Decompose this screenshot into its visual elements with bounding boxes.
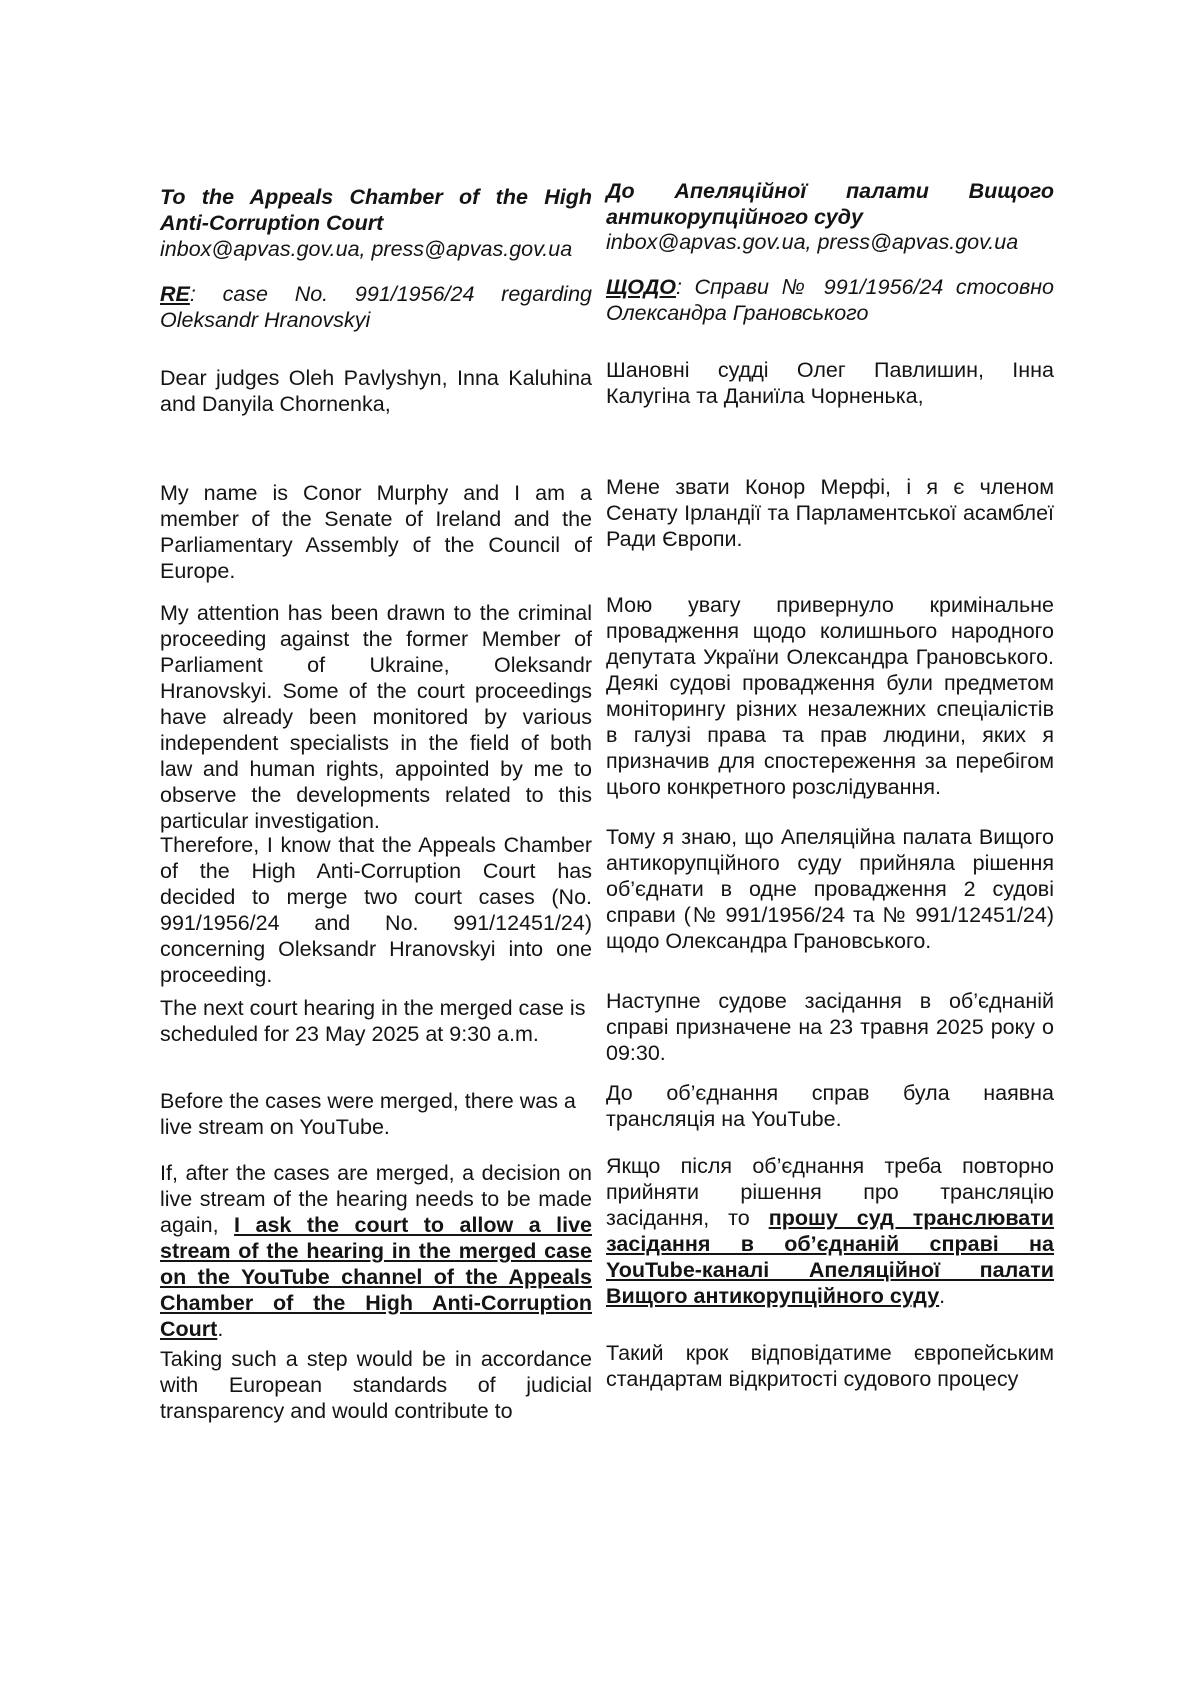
paragraph-5-uk: До об’єднання справ була наявна трансляція на YouTube.	[606, 1081, 1054, 1131]
re-line-uk	[606, 274, 1054, 326]
paragraph-3-uk: Тому я знаю, що Апеляційна палата Вищого антикорупційного суду прийняла рішення об’єднати в одне провадження 2 судові справи (№ 991/1956/24 та № 991/12451/24) щодо Олександра Грановського.	[606, 825, 1054, 953]
re-text-uk: : Справи № 991/1956/24 стосовно Олександра Грановського	[606, 275, 1054, 325]
paragraph-1-en: My name is Conor Murphy and I am a member of the Senate of Ireland and the Parliamentary Assembly of the Council of Europe.	[160, 481, 592, 583]
request-emphasis-en: I ask the court to allow a live stream of the hearing in the merged case on the YouTube channel of the Appeals Chamber of the High Anti-Corruption Court	[160, 1213, 592, 1341]
email-en: inbox@apvas.gov.ua, press@apvas.gov.ua	[160, 237, 573, 261]
recipient-en-line2: Anti-Corruption Court	[160, 211, 384, 235]
paragraph-7-uk: Такий крок відповідатиме європейським стандартам відкритості судового процесу	[606, 1341, 1054, 1391]
salutation-uk: Шановні судді Олег Павлишин, Інна Калугіна та Даниїла Чорненька,	[606, 358, 1054, 408]
paragraph-2-uk: Мою увагу привернуло кримінальне провадження щодо колишнього народного депутата України Олександра Грановського. Деякі судові провадження були предметом моніторингу різних незалежних спеціалістів в галузі права та прав людини, яких я призначив для спостереження за перебігом цього конкретного розслідування.	[606, 593, 1054, 799]
recipient-en	[160, 184, 592, 236]
recipient-uk-line2: антикорупційного суду	[606, 205, 863, 229]
recipient-en-line1: To the Appeals Chamber of the High	[160, 185, 592, 209]
paragraph-4-en: The next court hearing in the merged case is scheduled for 23 May 2025 at 9:30 a.m.	[160, 996, 586, 1046]
paragraph-7-en: Taking such a step would be in accordance with European standards of judicial transparency and would contribute to	[160, 1347, 592, 1423]
re-text-en: : case No. 991/1956/24 regarding Oleksandr Hranovskyi	[160, 282, 592, 332]
salutation-en: Dear judges Oleh Pavlyshyn, Inna Kaluhina and Danyila Chornenka,	[160, 366, 592, 416]
paragraph-4-uk: Наступне судове засідання в об’єднаній справі призначене на 23 травня 2025 року о 09:30.	[606, 989, 1054, 1065]
recipient-uk-line1: До Апеляційної палати Вищого	[606, 179, 1054, 203]
request-suffix-uk: .	[939, 1284, 946, 1308]
paragraph-6-en	[160, 1160, 592, 1342]
re-line-en	[160, 281, 592, 333]
request-prefix-uk: Якщо після об’єднання треба повторно прийняти рішення про трансляцію засідання, то	[606, 1154, 1054, 1230]
re-label-en: RE	[160, 282, 190, 306]
paragraph-6-uk	[606, 1153, 1054, 1309]
paragraph-3-en: Therefore, I know that the Appeals Chamber of the High Anti-Corruption Court has decided to merge two court cases (No. 991/1956/24 and No. 991/12451/24) concerning Oleksandr Hranovskyi into one proceeding.	[160, 833, 592, 987]
paragraph-2-en: My attention has been drawn to the criminal proceeding against the former Member of Parliament of Ukraine, Oleksandr Hranovskyi. Some of the court proceedings have already been monitored by various independent specialists in the field of both law and human rights, appointed by me to observe the developments related to this particular investigation.	[160, 601, 592, 833]
recipient-uk	[606, 178, 1054, 230]
request-emphasis-uk: прошу суд транслювати засідання в об’єднаній справі на YouTube-каналі Апеляційної палати Вищого антикорупційного суду	[606, 1206, 1055, 1308]
paragraph-1-uk: Мене звати Конор Мерфі, і я є членом Сенату Ірландії та Парламентської асамблеї Ради Європи.	[606, 475, 1054, 551]
paragraph-5-en: Before the cases were merged, there was a live stream on YouTube.	[160, 1089, 576, 1139]
re-label-uk: ЩОДО	[606, 275, 676, 299]
request-suffix-en: .	[217, 1317, 224, 1341]
email-uk: inbox@apvas.gov.ua, press@apvas.gov.ua	[606, 230, 1019, 254]
request-prefix-en: If, after the cases are merged, a decision on live stream of the hearing needs to be made again,	[160, 1161, 592, 1237]
